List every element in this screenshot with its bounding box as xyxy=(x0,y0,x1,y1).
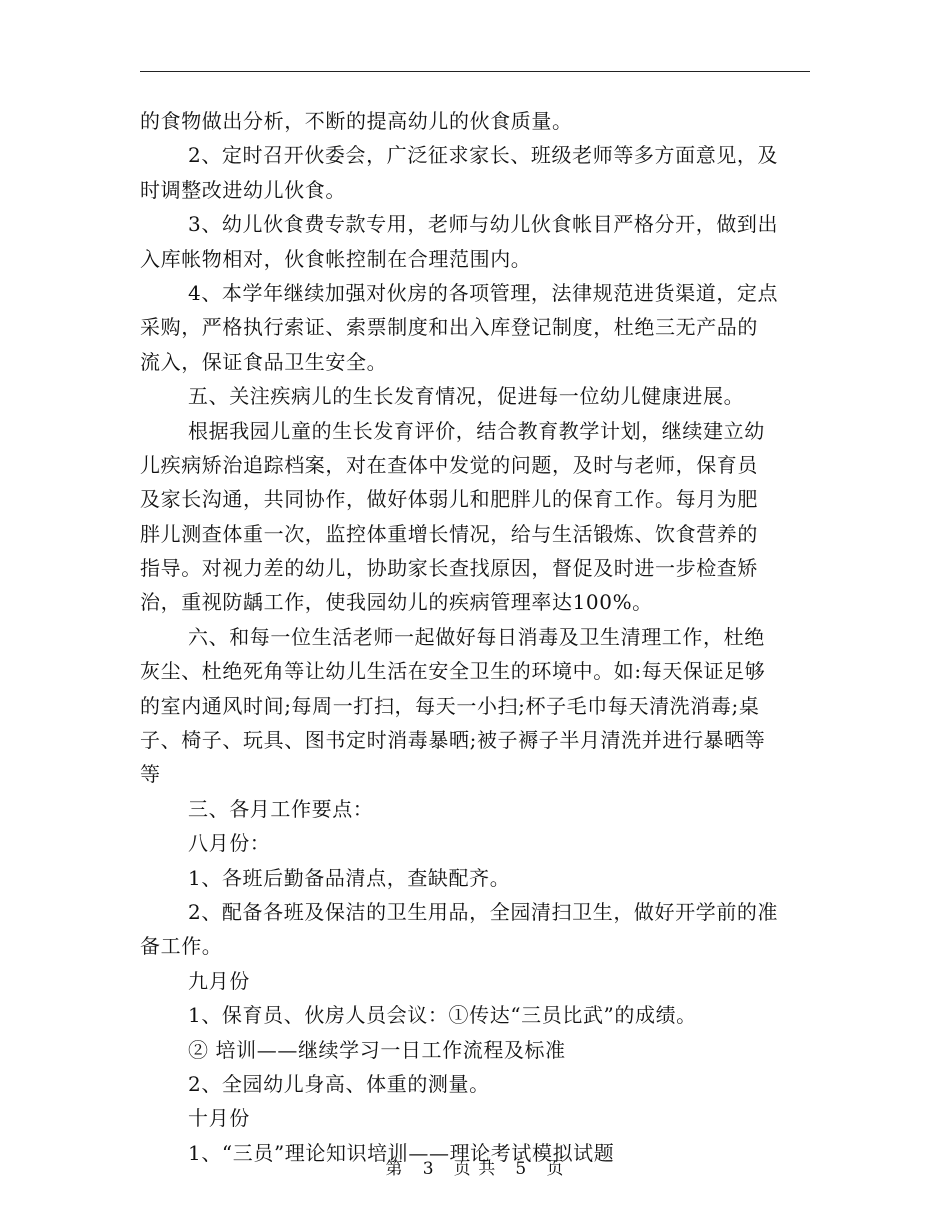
header-rule xyxy=(140,71,810,72)
text-line: 1、各班后勤备品清点，查缺配齐。 xyxy=(188,865,511,890)
text-line: 备工作。 xyxy=(140,934,223,959)
text-line: 九月份 xyxy=(188,968,250,993)
text-line: 2、全园幼儿身高、体重的测量。 xyxy=(188,1071,490,1096)
text-line: 入库帐物相对，伙食帐控制在合理范围内。 xyxy=(140,246,532,271)
text-line: 时调整改进幼儿伙食。 xyxy=(140,177,346,202)
text-line: 3、幼儿伙食费专款专用，老师与幼儿伙食帐目严格分开，做到出 xyxy=(188,212,779,237)
text-line: 儿疾病矫治追踪档案，对在查体中发觉的问题，及时与老师，保育员 xyxy=(140,452,758,477)
text-line: 三、各月工作要点： xyxy=(188,796,374,821)
text-line: 八月份： xyxy=(188,831,271,856)
footer-page-total: 5 xyxy=(515,1159,528,1179)
text-line: 胖儿测查体重一次，监控体重增长情况，给与生活锻炼、饮食营养的 xyxy=(140,521,758,546)
text-line: 的室内通风时间;每周一打扫，每天一小扫;杯子毛巾每天清洗消毒;桌 xyxy=(140,693,760,718)
text-line: 十月份 xyxy=(188,1106,250,1131)
text-line: 根据我园儿童的生长发育评价，结合教育教学计划，继续建立幼 xyxy=(188,418,765,443)
footer-page-number: 3 xyxy=(422,1159,435,1179)
text-line: 子、椅子、玩具、图书定时消毒暴晒;被子褥子半月清洗并进行暴晒等 xyxy=(140,728,766,753)
text-line: 2、定时召开伙委会，广泛征求家长、班级老师等多方面意见，及 xyxy=(188,143,779,168)
footer-suffix: 页 xyxy=(546,1159,565,1179)
document-body xyxy=(140,104,812,1170)
text-line: 的食物做出分析，不断的提高幼儿的伙食质量。 xyxy=(140,109,573,133)
text-line: 采购，严格执行索证、索票制度和出入库登记制度，杜绝三无产品的 xyxy=(140,315,758,340)
text-line: 流入，保证食品卫生安全。 xyxy=(140,349,388,374)
text-line: 治，重视防龋工作，使我园幼儿的疾病管理率达100%。 xyxy=(140,590,653,615)
text-line: 1、“三员”理论知识培训——理论考试模拟试题 xyxy=(188,1140,615,1165)
text-line: 2、配备各班及保洁的卫生用品，全园清扫卫生，做好开学前的准 xyxy=(188,899,779,924)
text-line: 五、关注疾病儿的生长发育情况，促进每一位幼儿健康进展。 xyxy=(188,384,745,409)
text-line: 及家长沟通，共同协作，做好体弱儿和肥胖儿的保育工作。每月为肥 xyxy=(140,487,758,512)
text-line: 1、保育员、伙房人员会议：①传达“三员比武”的成绩。 xyxy=(188,1003,697,1028)
footer-prefix: 第 xyxy=(385,1159,404,1179)
text-line: 4、本学年继续加强对伙房的各项管理，法律规范进货渠道，定点 xyxy=(188,280,779,305)
text-line: 六、和每一位生活老师一起做好每日消毒及卫生清理工作，杜绝 xyxy=(188,624,765,649)
text-line: 灰尘、杜绝死角等让幼儿生活在安全卫生的环境中。如:每天保证足够 xyxy=(140,659,766,684)
footer-mid: 页 共 xyxy=(453,1159,497,1179)
text-line: ② 培训——继续学习一日工作流程及标准 xyxy=(188,1037,566,1062)
page-footer xyxy=(0,1154,950,1179)
text-line: 指导。对视力差的幼儿，协助家长查找原因，督促及时进一步检查矫 xyxy=(140,556,758,581)
text-line: 等 xyxy=(140,762,161,787)
